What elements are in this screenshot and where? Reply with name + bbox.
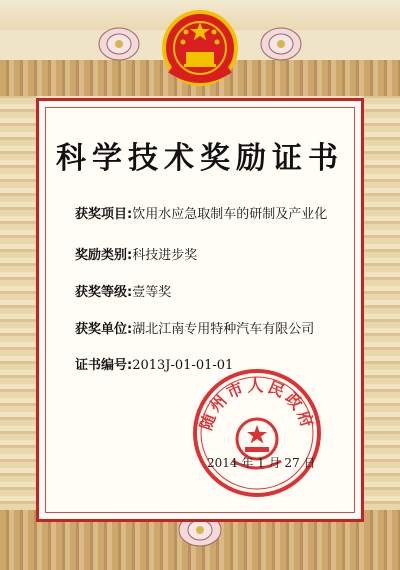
certificate-panel bbox=[36, 98, 364, 522]
field-value: 壹等奖 bbox=[132, 285, 172, 300]
field-value: 湖北江南专用特种汽车有限公司 bbox=[132, 322, 315, 337]
issue-date: 2014 年 1 月 27 日 bbox=[207, 456, 316, 470]
field-organization bbox=[75, 318, 314, 337]
field-label: 奖励类别: bbox=[75, 248, 133, 263]
left-pattern-band bbox=[0, 96, 36, 510]
field-category bbox=[75, 244, 197, 263]
field-label: 获奖单位: bbox=[75, 322, 133, 337]
field-label: 获奖项目: bbox=[75, 207, 133, 222]
right-pattern-band bbox=[364, 96, 400, 510]
field-value: 科技进步奖 bbox=[132, 248, 198, 263]
field-label: 获奖等级: bbox=[75, 285, 133, 300]
field-label: 证书编号: bbox=[75, 358, 133, 373]
flower-icon bbox=[258, 24, 304, 64]
national-emblem-icon bbox=[158, 8, 242, 92]
flower-icon bbox=[96, 24, 142, 64]
field-grade bbox=[75, 281, 171, 300]
field-value: 2013J-01-01-01 bbox=[132, 358, 234, 373]
field-project bbox=[75, 203, 327, 222]
svg-text:随州市人民政府: 随州市人民政府 bbox=[196, 376, 318, 433]
field-value: 饮用水应急取制车的研制及产业化 bbox=[132, 207, 328, 222]
official-seal-icon bbox=[189, 365, 325, 501]
certificate-title: 科学技术奖励证书 bbox=[56, 141, 344, 176]
